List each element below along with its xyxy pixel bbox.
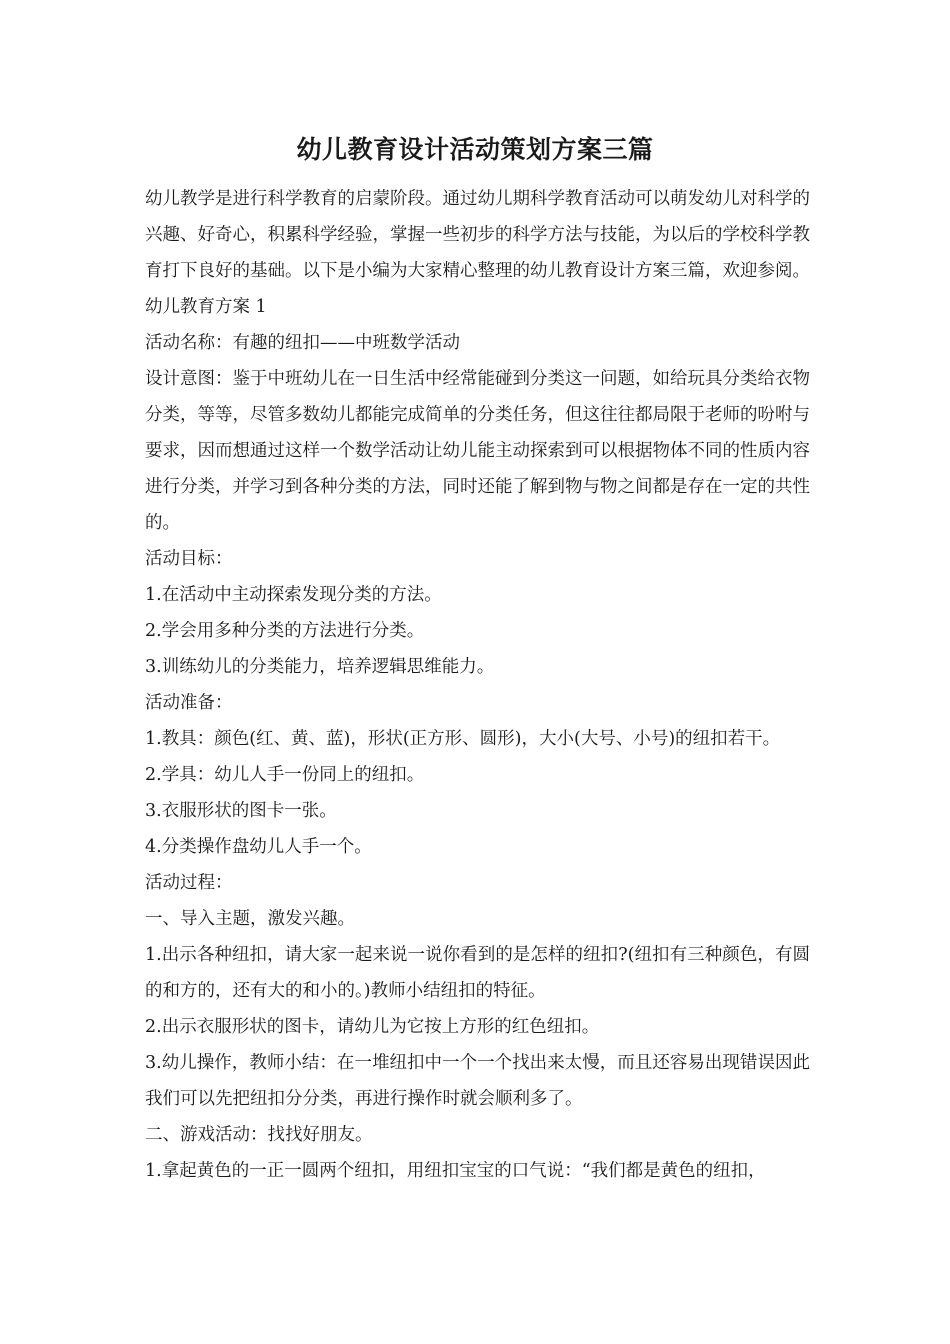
process-step: 2.出示衣服形状的图卡，请幼儿为它按上方形的红色纽扣。 [145, 1017, 600, 1037]
preparation-item: 4.分类操作盘幼儿人手一个。 [145, 837, 372, 857]
preparation-item: 3.衣服形状的图卡一张。 [145, 801, 337, 821]
process-step: 3.幼儿操作，教师小结：在一堆纽扣中一个一个找出来太慢，而且还容易出现错误因此我们可以先把纽扣分分类，再进行操作时就会顺利多了。 [145, 1053, 810, 1109]
activity-name: 活动名称：有趣的纽扣——中班数学活动 [145, 333, 460, 353]
document-title: 幼儿教育设计活动策划方案三篇 [296, 135, 654, 164]
goals-heading: 活动目标： [145, 549, 233, 569]
plan-heading: 幼儿教育方案 1 [145, 297, 267, 317]
goal-item: 2.学会用多种分类的方法进行分类。 [145, 621, 425, 641]
preparation-item: 2.学具：幼儿人手一份同上的纽扣。 [145, 765, 425, 785]
intro-paragraph: 幼儿教学是进行科学教育的启蒙阶段。通过幼儿期科学教育活动可以萌发幼儿对科学的兴趣、好奇心，积累科学经验，掌握一些初步的科学方法与技能，为以后的学校科学教育打下良好的基础。以下是小编为大家精心整理的幼儿教育设计方案三篇，欢迎参阅。 [145, 189, 810, 281]
process-section-heading: 二、游戏活动：找找好朋友。 [145, 1125, 373, 1145]
process-heading: 活动过程： [145, 873, 233, 893]
process-step: 1.拿起黄色的一正一圆两个纽扣，用纽扣宝宝的口气说：“我们都是黄色的纽扣， [145, 1161, 766, 1181]
document-body [145, 181, 810, 1189]
goal-item: 3.训练幼儿的分类能力，培养逻辑思维能力。 [145, 657, 495, 677]
process-section-heading: 一、导入主题，激发兴趣。 [145, 909, 355, 929]
preparation-item: 1.教具：颜色(红、黄、蓝)，形状(正方形、圆形)，大小(大号、小号)的纽扣若干。 [145, 729, 781, 749]
design-intent-paragraph: 设计意图：鉴于中班幼儿在一日生活中经常能碰到分类这一问题，如给玩具分类给衣物分类，等等，尽管多数幼儿都能完成简单的分类任务，但这往往都局限于老师的吩咐与要求，因而想通过这样一个数学活动让幼儿能主动探索到可以根据物体不同的性质内容进行分类，并学习到各种分类的方法，同时还能了解到物与物之间都是存在一定的共性的。 [145, 369, 810, 533]
process-step: 1.出示各种纽扣，请大家一起来说一说你看到的是怎样的纽扣?(纽扣有三种颜色，有圆的和方的，还有大的和小的。)教师小结纽扣的特征。 [145, 945, 810, 1001]
goal-item: 1.在活动中主动探索发现分类的方法。 [145, 585, 442, 605]
preparation-heading: 活动准备： [145, 693, 233, 713]
